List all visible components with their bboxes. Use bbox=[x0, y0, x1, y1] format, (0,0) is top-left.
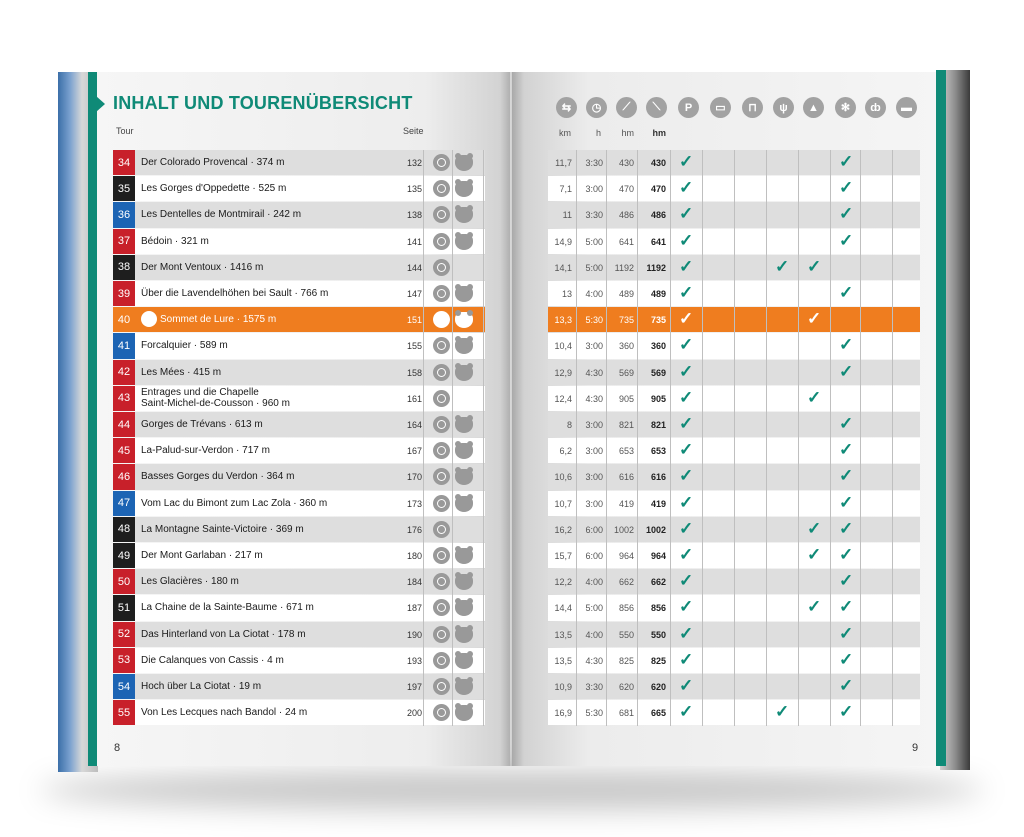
difficulty-ring-icon bbox=[433, 521, 450, 538]
distance-km: 12,4 bbox=[554, 393, 572, 404]
check-mark-icon: ✓ bbox=[839, 492, 854, 512]
descent-hm: 735 bbox=[650, 315, 666, 326]
check-mark-icon: ✓ bbox=[679, 283, 694, 302]
tour-page: 193 bbox=[406, 655, 422, 666]
tour-number-badge: 54 bbox=[113, 674, 135, 699]
check-mark-icon: ✓ bbox=[679, 256, 694, 276]
ascent-hm: 1192 bbox=[614, 262, 634, 273]
header-seite: Seite bbox=[403, 126, 424, 136]
page-title: INHALT UND TOURENÜBERSICHT bbox=[113, 93, 413, 113]
tour-name: Über die Lavendelhöhen bei Sault · 766 m bbox=[141, 288, 329, 299]
ascent-hm: 489 bbox=[618, 289, 634, 299]
check-mark-icon: ✓ bbox=[679, 492, 694, 512]
column-divider bbox=[734, 150, 735, 726]
clock-icon: ◷ bbox=[586, 97, 607, 118]
column-divider bbox=[606, 150, 607, 726]
distance-km: 14,4 bbox=[554, 603, 572, 614]
check-mark-icon: ✓ bbox=[807, 387, 822, 407]
difficulty-ring-icon bbox=[433, 547, 450, 564]
ascent-hm: 641 bbox=[618, 236, 634, 247]
check-mark-icon: ✓ bbox=[839, 204, 854, 224]
column-divider bbox=[798, 150, 799, 726]
descent-hm: 905 bbox=[650, 393, 666, 404]
duration-h: 4:30 bbox=[585, 655, 603, 666]
duration-h: 5:30 bbox=[585, 708, 603, 719]
check-mark-icon: ✓ bbox=[679, 335, 694, 355]
ascent-hm: 681 bbox=[618, 708, 634, 719]
kids-bear-icon bbox=[455, 155, 473, 171]
descent-hm: 825 bbox=[650, 655, 666, 666]
header-tour: Tour bbox=[116, 126, 134, 136]
check-mark-icon: ✓ bbox=[807, 597, 822, 617]
distance-km: 7,1 bbox=[559, 184, 572, 195]
descent-hm: 470 bbox=[650, 184, 666, 195]
check-mark-icon: ✓ bbox=[839, 676, 854, 695]
distance-km: 6,2 bbox=[559, 446, 572, 457]
check-mark-icon: ✓ bbox=[839, 649, 854, 669]
kids-bear-icon bbox=[455, 417, 473, 433]
tour-page: 187 bbox=[406, 603, 422, 614]
restaurant-icon: ψ bbox=[773, 97, 794, 118]
tour-number-badge: 45 bbox=[113, 438, 135, 463]
tour-number-badge: 44 bbox=[113, 412, 135, 437]
tour-number-badge: 48 bbox=[113, 517, 135, 542]
page-number-right: 9 bbox=[912, 742, 919, 754]
sleep-icon: ▬ bbox=[896, 97, 917, 118]
descent-hm: 489 bbox=[650, 289, 666, 299]
duration-h: 4:00 bbox=[585, 289, 603, 299]
tour-page: 173 bbox=[406, 498, 422, 509]
tour-name: Les Glacières · 180 m bbox=[141, 576, 239, 588]
check-mark-icon: ✓ bbox=[679, 414, 694, 433]
check-mark-icon: ✓ bbox=[679, 518, 694, 538]
column-divider bbox=[670, 150, 671, 726]
header-km: km bbox=[559, 128, 571, 138]
tour-page: 200 bbox=[406, 708, 422, 719]
column-divider bbox=[576, 150, 577, 726]
tour-number-badge: 36 bbox=[113, 202, 135, 227]
book-shadow bbox=[40, 770, 984, 810]
check-mark-icon: ✓ bbox=[807, 256, 822, 276]
descent-hm: 419 bbox=[650, 498, 666, 509]
duration-h: 3:00 bbox=[585, 472, 603, 483]
descent-hm: 1192 bbox=[646, 262, 666, 273]
kids-bear-icon bbox=[455, 365, 473, 381]
ascent-hm: 616 bbox=[618, 472, 634, 483]
check-mark-icon: ✓ bbox=[679, 387, 694, 407]
duration-h: 5:00 bbox=[585, 603, 603, 614]
check-mark-icon: ✓ bbox=[679, 545, 694, 564]
duration-h: 4:30 bbox=[585, 367, 603, 378]
ascent-hm: 653 bbox=[618, 446, 634, 457]
check-mark-icon: ✓ bbox=[839, 518, 854, 538]
duration-h: 5:00 bbox=[585, 262, 603, 273]
tour-name-line2: Saint-Michel-de-Cousson · 960 m bbox=[141, 397, 290, 409]
descent-hm: 964 bbox=[650, 551, 666, 561]
page-number-left: 8 bbox=[114, 742, 121, 754]
signpost-icon: ⇆ bbox=[556, 97, 577, 118]
ascent-hm: 1002 bbox=[613, 524, 634, 535]
ascent-hm: 905 bbox=[618, 393, 634, 404]
check-mark-icon: ✓ bbox=[839, 597, 854, 617]
distance-km: 13,3 bbox=[554, 315, 572, 326]
duration-h: 5:30 bbox=[585, 315, 603, 326]
distance-km: 13 bbox=[561, 289, 572, 299]
check-mark-icon: ✓ bbox=[839, 335, 854, 355]
kids-bear-icon bbox=[455, 679, 473, 695]
tour-name: Der Mont Garlaban · 217 m bbox=[141, 550, 263, 561]
book-gutter bbox=[500, 72, 524, 766]
difficulty-ring-icon bbox=[433, 626, 450, 643]
kids-bear-icon bbox=[455, 627, 473, 643]
tour-name: Les Gorges d'Oppedette · 525 m bbox=[141, 183, 287, 195]
ascent-hm: 620 bbox=[618, 682, 634, 692]
tour-name: Von Les Lecques nach Bandol · 24 m bbox=[141, 707, 308, 719]
tour-name: Entrages und die Chapelle bbox=[141, 386, 259, 398]
right-color-strip bbox=[936, 70, 946, 766]
column-divider bbox=[702, 150, 703, 726]
ascent-hm: 486 bbox=[618, 210, 634, 221]
kids-bear-icon bbox=[455, 653, 473, 669]
check-mark-icon: ✓ bbox=[839, 361, 854, 381]
distance-km: 10,6 bbox=[554, 472, 572, 483]
duration-h: 4:00 bbox=[585, 577, 603, 588]
duration-h: 3:00 bbox=[585, 184, 603, 195]
difficulty-ring-icon bbox=[433, 416, 450, 433]
ascent-icon: ⟋ bbox=[616, 97, 637, 118]
distance-km: 10,4 bbox=[554, 341, 572, 352]
distance-km: 16,9 bbox=[554, 708, 572, 719]
check-mark-icon: ✓ bbox=[679, 597, 694, 617]
left-color-strip bbox=[88, 72, 97, 766]
tour-page: 158 bbox=[406, 367, 422, 378]
ascent-hm: 419 bbox=[618, 498, 634, 509]
column-divider bbox=[423, 150, 424, 726]
check-mark-icon: ✓ bbox=[679, 361, 694, 381]
check-mark-icon: ✓ bbox=[775, 702, 790, 722]
check-mark-icon: ✓ bbox=[839, 440, 854, 460]
difficulty-ring-icon bbox=[433, 390, 450, 407]
kids-bear-icon bbox=[455, 286, 473, 302]
duration-h: 3:00 bbox=[585, 446, 603, 457]
ascent-hm: 470 bbox=[618, 184, 634, 195]
descent-hm: 550 bbox=[650, 629, 666, 640]
difficulty-ring-icon bbox=[433, 154, 450, 171]
distance-km: 16,2 bbox=[554, 524, 572, 535]
tour-page: 141 bbox=[406, 236, 422, 247]
tour-name: Forcalquier · 589 m bbox=[141, 340, 228, 352]
tour-number-badge: 43 bbox=[113, 386, 135, 411]
descent-hm: 430 bbox=[650, 158, 666, 168]
tour-number-badge: 37 bbox=[113, 229, 135, 254]
tour-name: Bédoin · 321 m bbox=[141, 235, 209, 247]
duration-h: 3:30 bbox=[585, 210, 603, 221]
check-mark-icon: ✓ bbox=[679, 230, 694, 250]
tour-number-badge: 42 bbox=[113, 360, 135, 385]
duration-h: 4:00 bbox=[585, 629, 603, 640]
ascent-hm: 662 bbox=[618, 577, 634, 588]
duration-h: 4:30 bbox=[585, 393, 603, 404]
tour-page: 170 bbox=[406, 472, 422, 483]
ascent-hm: 825 bbox=[618, 655, 634, 666]
check-mark-icon: ✓ bbox=[839, 702, 854, 722]
ascent-hm: 735 bbox=[618, 315, 634, 326]
kids-bear-icon bbox=[455, 548, 473, 564]
ascent-hm: 821 bbox=[618, 420, 634, 430]
difficulty-ring-icon bbox=[433, 495, 450, 512]
tour-number-badge: 49 bbox=[113, 543, 135, 568]
distance-km: 13,5 bbox=[554, 629, 572, 640]
check-mark-icon: ✓ bbox=[679, 649, 694, 669]
check-mark-icon: ✓ bbox=[839, 230, 854, 250]
tour-page: 147 bbox=[406, 289, 422, 299]
tour-page: 155 bbox=[406, 341, 422, 352]
difficulty-ring-icon bbox=[433, 233, 450, 250]
check-mark-icon: ✓ bbox=[839, 178, 854, 198]
descent-hm: 821 bbox=[650, 420, 666, 430]
title-arrow-icon bbox=[96, 96, 105, 112]
parking-icon: P bbox=[678, 97, 699, 118]
column-divider bbox=[892, 150, 893, 726]
descent-hm: 662 bbox=[650, 577, 666, 588]
distance-km: 8 bbox=[566, 420, 572, 430]
check-mark-icon: ✓ bbox=[679, 623, 694, 643]
difficulty-ring-icon bbox=[433, 259, 450, 276]
descent-hm: 653 bbox=[650, 446, 666, 457]
tour-name: Les Mées · 415 m bbox=[141, 366, 222, 378]
descent-hm: 620 bbox=[650, 682, 666, 692]
tour-page: 151 bbox=[406, 315, 422, 326]
column-divider bbox=[637, 150, 638, 726]
tour-number-badge: 39 bbox=[113, 281, 135, 306]
descent-hm: 486 bbox=[650, 210, 666, 221]
descent-hm: 360 bbox=[650, 341, 666, 352]
tour-number-badge: 34 bbox=[113, 150, 135, 175]
distance-km: 13,5 bbox=[554, 655, 572, 666]
descent-hm: 641 bbox=[650, 236, 666, 247]
winter-icon: ✻ bbox=[835, 97, 856, 118]
check-mark-icon: ✓ bbox=[839, 414, 854, 433]
tour-name: La Chaine de la Sainte-Baume · 671 m bbox=[141, 602, 314, 614]
tour-number-badge: 50 bbox=[113, 569, 135, 594]
descent-hm: 569 bbox=[650, 367, 666, 378]
check-mark-icon: ✓ bbox=[679, 702, 694, 722]
header-h: h bbox=[595, 128, 601, 138]
tour-name: La Montagne Sainte-Victoire · 369 m bbox=[141, 523, 304, 535]
column-divider bbox=[830, 150, 831, 726]
tour-name: Der Colorado Provencal · 374 m bbox=[141, 157, 285, 168]
check-mark-icon: ✓ bbox=[807, 518, 822, 538]
descent-hm: 1002 bbox=[645, 524, 666, 535]
tour-page: 184 bbox=[406, 577, 422, 588]
cable-car-icon: ⊓ bbox=[742, 97, 763, 118]
tour-page: 135 bbox=[406, 184, 422, 195]
column-divider bbox=[860, 150, 861, 726]
check-mark-icon: ✓ bbox=[839, 466, 854, 486]
tour-page: 197 bbox=[406, 682, 422, 692]
distance-km: 14,1 bbox=[554, 262, 572, 273]
tour-page: 161 bbox=[406, 393, 422, 404]
distance-km: 12,9 bbox=[554, 367, 572, 378]
tour-name: Die Calanques von Cassis · 4 m bbox=[141, 654, 284, 666]
column-divider bbox=[452, 150, 453, 726]
check-mark-icon: ✓ bbox=[839, 152, 854, 171]
tour-page: 144 bbox=[406, 262, 422, 273]
ascent-hm: 360 bbox=[618, 341, 634, 352]
duration-h: 5:00 bbox=[585, 236, 603, 247]
tour-page: 164 bbox=[406, 420, 422, 430]
header-hm-bold: hm bbox=[652, 128, 666, 138]
ascent-hm: 856 bbox=[618, 603, 634, 614]
check-mark-icon: ✓ bbox=[679, 676, 694, 695]
difficulty-ring-icon bbox=[433, 364, 450, 381]
distance-km: 11,7 bbox=[555, 158, 572, 168]
check-mark-icon: ✓ bbox=[839, 545, 854, 564]
tour-page: 176 bbox=[406, 524, 422, 535]
tour-name: Sommet de Lure · 1575 m bbox=[160, 314, 277, 326]
descent-hm: 616 bbox=[650, 472, 666, 483]
tour-number-badge: 51 bbox=[113, 595, 135, 620]
bus-icon: ▭ bbox=[710, 97, 731, 118]
tour-name: Les Dentelles de Montmirail · 242 m bbox=[141, 209, 302, 221]
tour-page: 190 bbox=[406, 629, 422, 640]
tour-number-badge: 55 bbox=[113, 700, 135, 725]
distance-km: 14,9 bbox=[554, 236, 572, 247]
ascent-hm: 569 bbox=[618, 367, 634, 378]
duration-h: 3:30 bbox=[585, 158, 603, 168]
descent-hm: 665 bbox=[650, 708, 666, 719]
tour-page: 132 bbox=[406, 158, 422, 168]
descent-hm: 856 bbox=[650, 603, 666, 614]
tour-number-badge: 41 bbox=[113, 333, 135, 358]
tour-name: Hoch über La Ciotat · 19 m bbox=[141, 681, 262, 692]
tour-page: 138 bbox=[406, 210, 422, 221]
tour-name: Vom Lac du Bimont zum Lac Zola · 360 m bbox=[141, 497, 328, 509]
check-mark-icon: ✓ bbox=[775, 256, 790, 276]
check-mark-icon: ✓ bbox=[679, 309, 694, 329]
check-mark-icon: ✓ bbox=[807, 545, 822, 564]
check-mark-icon: ✓ bbox=[839, 623, 854, 643]
tour-number-badge: 53 bbox=[113, 648, 135, 673]
duration-h: 3:00 bbox=[585, 341, 603, 352]
ascent-hm: 550 bbox=[618, 629, 634, 640]
tour-page: 167 bbox=[406, 446, 422, 457]
tour-number-badge: 52 bbox=[113, 622, 135, 647]
tour-name: Basses Gorges du Verdon · 364 m bbox=[141, 471, 295, 483]
column-divider bbox=[766, 150, 767, 726]
tour-page: 180 bbox=[406, 551, 422, 561]
duration-h: 6:00 bbox=[585, 524, 603, 535]
summit-icon: ▲ bbox=[803, 97, 824, 118]
distance-km: 10,9 bbox=[554, 682, 572, 692]
kids-bear-icon bbox=[455, 496, 473, 512]
distance-km: 15,7 bbox=[554, 551, 572, 561]
check-mark-icon: ✓ bbox=[679, 466, 694, 486]
duration-h: 3:00 bbox=[585, 420, 603, 430]
tour-name: La-Palud-sur-Verdon · 717 m bbox=[141, 445, 270, 457]
check-mark-icon: ✓ bbox=[679, 571, 694, 591]
check-mark-icon: ✓ bbox=[679, 204, 694, 224]
ascent-hm: 964 bbox=[618, 551, 634, 561]
tour-name: Der Mont Ventoux · 1416 m bbox=[141, 261, 264, 273]
tour-number-badge: 35 bbox=[113, 176, 135, 201]
header-hm: hm bbox=[621, 128, 634, 138]
tour-number-badge: 47 bbox=[113, 491, 135, 516]
difficulty-ring-icon bbox=[433, 652, 450, 669]
distance-km: 11 bbox=[562, 210, 572, 221]
check-mark-icon: ✓ bbox=[839, 283, 854, 302]
column-divider bbox=[483, 150, 484, 726]
duration-h: 3:30 bbox=[585, 682, 603, 692]
check-mark-icon: ✓ bbox=[807, 309, 822, 329]
tour-number-badge: 46 bbox=[113, 464, 135, 489]
tour-number-badge: 40 bbox=[113, 307, 135, 332]
difficulty-ring-icon bbox=[433, 678, 450, 695]
difficulty-ring-icon bbox=[433, 285, 450, 302]
check-mark-icon: ✓ bbox=[839, 571, 854, 591]
check-mark-icon: ✓ bbox=[679, 440, 694, 460]
tour-name: Gorges de Trévans · 613 m bbox=[141, 419, 263, 430]
duration-h: 6:00 bbox=[585, 551, 603, 561]
kids-bear-icon bbox=[455, 234, 473, 250]
tour-name: Das Hinterland von La Ciotat · 178 m bbox=[141, 628, 306, 640]
tour-number-badge: 38 bbox=[113, 255, 135, 280]
check-mark-icon: ✓ bbox=[679, 178, 694, 198]
duration-h: 3:00 bbox=[585, 498, 603, 509]
distance-km: 12,2 bbox=[554, 577, 572, 588]
bike-icon: ȸ bbox=[865, 97, 886, 118]
check-mark-icon: ✓ bbox=[679, 152, 694, 171]
distance-km: 10,7 bbox=[554, 498, 572, 509]
descent-icon: ⟍ bbox=[646, 97, 667, 118]
ascent-hm: 430 bbox=[618, 158, 634, 168]
